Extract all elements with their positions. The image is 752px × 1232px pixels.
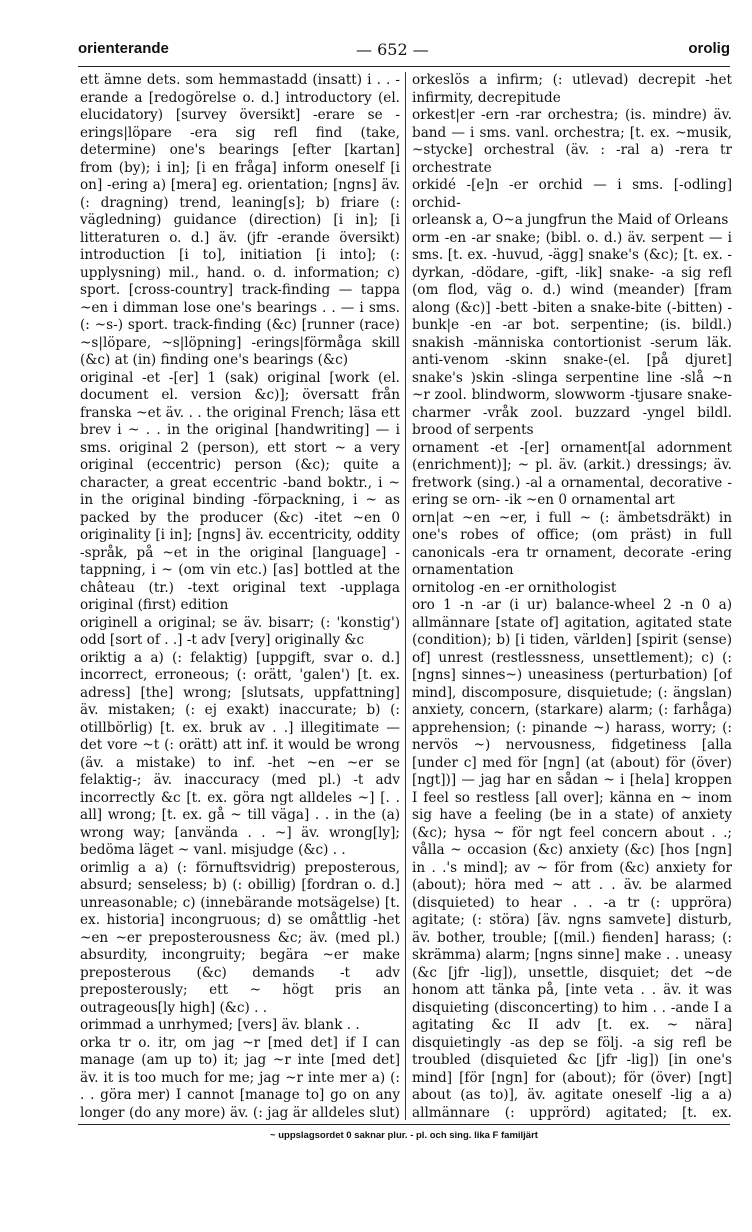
entry-orkide: orkidé -[e]n -er orchid — i sms. [-odling] orchid-	[412, 177, 732, 211]
entry-orm: orm -en -ar snake; (bibl. o. d.) äv. serpent — i sms. [t. ex. -huvud, -ägg] snake's (&c); [t. ex. -dyrkan, -dödare, -gift, -lik] snake- -a sig refl (om flod, väg o. d.) wind (meander) [fram along (&c)] -bett -biten a snake-bite (-bitten) -bunk|e -en -ar bot. serpentine; (is. bildl.) snakish -människa contortionist -serum läk. anti-venom -skinn snake-(el. [på djuret] snake's )skin -slinga serpentine line -slå ~n ~r zool. blindworm, slowworm -tjusare snake-charmer -vråk zool. buzzard -yngel bildl. brood of serpents	[412, 229, 732, 438]
left-column	[80, 72, 400, 1120]
entry-orkeslos: orkeslös a infirm; (: utlevad) decrepit -het infirmity, decrepitude	[412, 72, 732, 106]
entry-originell: originell a original; se äv. bisarr; (: 'konstig') odd [sort of . .] -t adv [very] originally &c	[80, 614, 400, 648]
guide-word-right: orolig	[688, 40, 730, 57]
guide-word-left: orienterande	[78, 40, 169, 57]
entry-orimlig: orimlig a a) (: förnuftsvidrig) preposterous, absurd; senseless; b) (: obillig) [fordran o. d.] unreasonable; c) (innebärande motsägelse) [t. ex. historia] incongruous; d) se omåttlig -het ~en ~er preposterousness &c; äv. (med pl.) absurdity, incongruity; begära ~er make preposterous (&c) demands -t adv preposterously; ett ~ högt pris an outrageous[ly high] (&c) . .	[80, 859, 400, 1016]
footer-rule	[78, 1124, 730, 1125]
column-divider	[405, 72, 406, 1120]
entry-ornat: orn|at ~en ~er, i full ~ (: ämbetsdräkt) in one's robes of office; (om präst) in full canonicals -era tr ornament, decorate -ering ornamentation	[412, 509, 732, 578]
page-number: — 652 —	[356, 40, 429, 59]
header-rule	[78, 66, 730, 67]
entry-orkester: orkest|er -ern -rar orchestra; (is. mindre) äv. band — i sms. vanl. orchestra; [t. ex. ~musik, ~stycke] orchestral (äv. : -ral a) -rera tr orchestrate	[412, 107, 732, 176]
entry-orimmad: orimmad a unrhymed; [vers] äv. blank . .	[80, 1017, 360, 1033]
entry-orka: orka tr o. itr, om jag ~r [med det] if I can manage (am up to) it; jag ~r inte [med det] äv. it is too much for me; jag ~r inte mer a) (: . . göra mer) I cannot [manage to] go on any longer (do any more) äv. (: jag är alldeles slut)	[80, 1034, 400, 1120]
page-header	[0, 0, 752, 62]
right-column	[412, 72, 732, 1120]
entry-orleansk: orleansk a, O~a jungfrun the Maid of Orleans	[412, 212, 729, 228]
entry-oriktig: oriktig a a) (: felaktig) [uppgift, svar o. d.] incorrect, erroneous; (: orätt, 'galen') [t. ex. adress] [the] wrong; [slutsats, uppfattning] äv. mistaken; (: ej exakt) inaccurate; b) (: otillbörlig) [t. ex. bruk av . .] illegitimate — det vore ~t (: orätt) att inf. it would be wrong (äv. a mistake) to inf. -het ~en ~er se felaktig-; äv. inaccuracy (med pl.) -t adv incorrectly &c [t. ex. göra ngt alldeles ~] [. . all] wrong; [t. ex. gå ~ till väga] . . in the (a) wrong way; [använda . . ~] äv. wrong[ly]; bedöma läget ~ vanl. misjudge (&c) . .	[80, 649, 400, 858]
entry-ornament: ornament -et -[er] ornament[al adornment (enrichment)]; ~ pl. äv. (arkit.) dressings; äv. fretwork (sing.) -al a ornamental, decorative -ering se orn- -ik ~en 0 ornamental art	[412, 439, 732, 508]
entry-oro: oro 1 -n -ar (i ur) balance-wheel 2 -n 0 a) allmännare [state of] agitation, agitated state (condition); b) [i tiden, världen] [spirit (sense) of] unrest (restlessness, unsettlement); c) (: [ngns] sinnes~) uneasiness (perturbation) [of mind], discomposure, disquietude; (: ängslan) anxiety, concern, (starkare) alarm; (: farhåga) apprehension; (: pinande ~) harass, worry; (: nervös ~) nervousness, fidgetiness [alla [under c] med för [ngn] (at (about) för (över) [ngt])] — jag har en sådan ~ i [hela] kroppen I feel so restless [all over]; känna en ~ inom sig have a feeling (be in a state) of anxiety (&c); hysa ~ för ngt feel concern about . .; vålla ~ occasion (&c) anxiety (&c) [hos [ngn] in . .'s mind]; av ~ för from (&c) anxiety for (about); höra med ~ att . . äv. be alarmed (disquieted) to hear . . -a tr (: uppröra) agitate; (: störa) [äv. ngns samvete] disturb, äv. bother, trouble; [(mil.) fienden] harass; (: skrämma) alarm; [ngns sinne] make . . uneasy (&c [jfr -lig]), unsettle, disquiet; det ~de honom att tänka på, [inte veta . . äv. it was disquieting (disconcerting) to him . . -ande I a agitating &c II adv [t. ex. ~ nära] disquietingly -as dep se följ. -a sig refl be troubled (disquieted &c [jfr -lig]) [in one's mind] [för [ngn] for (about); för (över) [ngt] about (as to)], äv. agitate oneself -lig a a) allmännare (: upprörd) agitated; [t. ex.	[412, 597, 732, 1120]
footer-legend: ~ uppslagsordet 0 saknar plur. - pl. och sing. lika F familjärt	[270, 1130, 538, 1141]
entry-ornitolog: ornitolog -en -er ornithologist	[412, 579, 617, 596]
entry-original: original -et -[er] 1 (sak) original [work (el. document el. version &c)]; översatt från franska ~et äv. . . the original French; läsa ett brev i ~ . . in the original [handwriting] — i sms. original 2 (person), ett stort ~ a very original (eccentric) person (&c); quite a character, a great eccentric -band boktr., i ~ in the original binding -förpackning, i ~ as packed by the producer (&c) -itet ~en 0 originality [i in]; [ngns] äv. eccentricity, oddity -språk, på ~et in the original [language] -tappning, i ~ (om vin etc.) [as] bottled at the château (tr.) -text original text -upplaga original (first) edition	[80, 369, 400, 613]
entry-orienterande: ett ämne dets. som hemmastadd (insatt) i . . -erande a [redogörelse o. d.] introductory (el. elucidatory) [survey översikt] -erare se -erings|löpare -era sig refl find (take, determine) one's bearings [efter [kartan] from (by); i in]; [i en fråga] inform oneself [i on] -ering a) [mera] eg. orientation; [ngns] äv. (: dragning) trend, leaning[s]; b) friare (: vägledning) guidance (direction) [i in]; [i litteraturen o. d.] äv. (jfr -erande översikt) introduction [i to], initiation [i into]; (: upplysning) mil., hand. o. d. information; c) sport. [cross-country] track-finding — tappa ~en i dimman lose one's bearings . . — i sms. (: ~s-) sport. track-finding (&c) [runner (race) ~s|löpare, ~s|löpning] -erings|förmåga skill (&c) at (in) finding one's bearings (&c)	[80, 72, 400, 368]
